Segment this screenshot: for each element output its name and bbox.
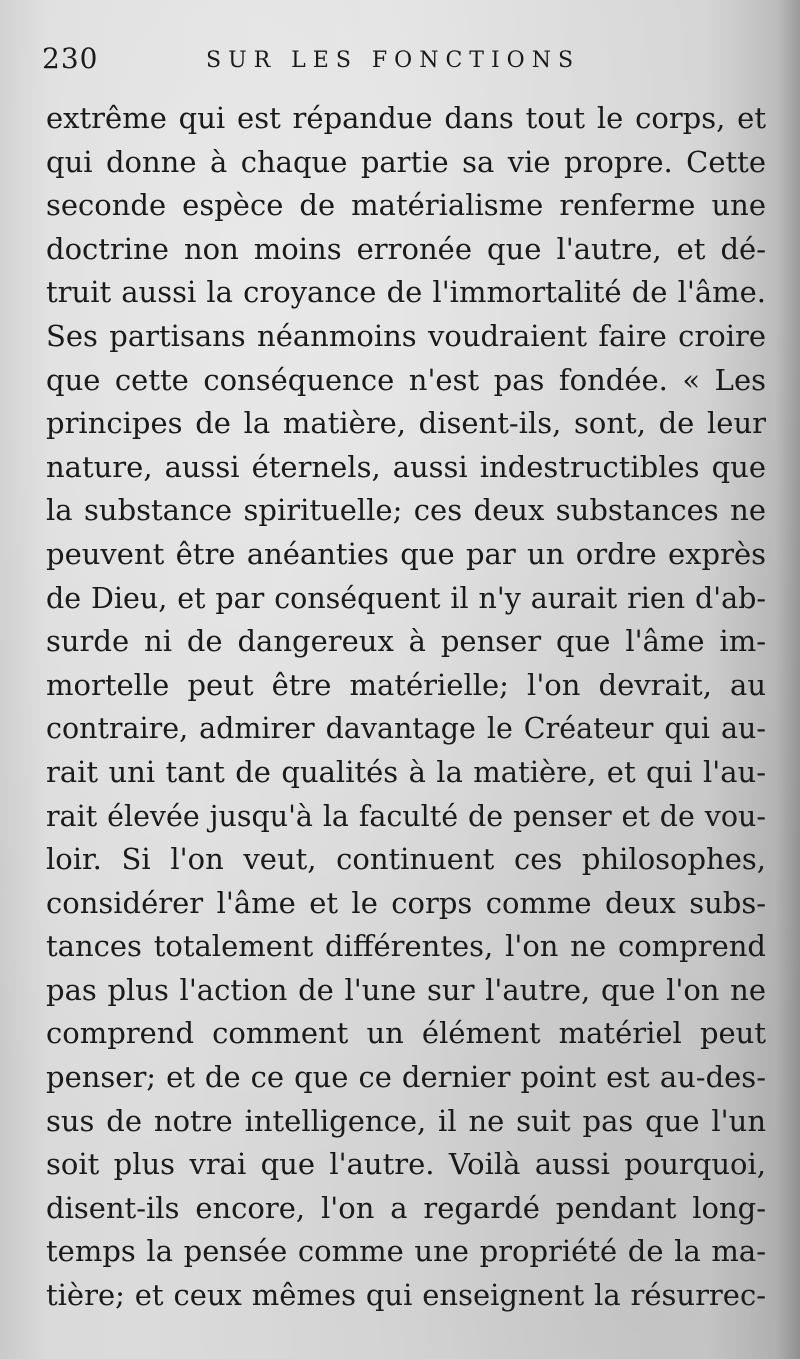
text-line: rait élevée jusqu'à la faculté de penser et de vou- xyxy=(46,799,766,833)
text-line: considérer l'âme et le corps comme deux subs- xyxy=(46,885,766,920)
text-line: la substance spirituelle; ces deux substances ne xyxy=(46,493,766,528)
text-line: sus de notre intelligence, il ne suit pas que l'un xyxy=(46,1103,766,1138)
text-line: disent-ils encore, l'on a regardé pendant long- xyxy=(46,1190,766,1225)
page-header xyxy=(38,38,778,84)
running-head: SUR LES FONCTIONS xyxy=(206,48,581,73)
text-line: contraire, admirer davantage le Créateur qui au- xyxy=(46,712,766,746)
body-text xyxy=(46,97,766,1318)
text-line: surde ni de dangereux à penser que l'âme im- xyxy=(46,624,766,659)
text-line: rait uni tant de qualités à la matière, et qui l'au- xyxy=(46,754,766,789)
text-line: tances totalement différentes, l'on ne comprend xyxy=(46,929,766,964)
text-line: pas plus l'action de l'une sur l'autre, que l'on ne xyxy=(46,972,766,1007)
text-line: loir. Si l'on veut, continuent ces philosophes, xyxy=(46,842,766,877)
text-line: temps la pensée comme une propriété de la ma- xyxy=(46,1234,766,1269)
text-line: comprend comment un élément matériel peut xyxy=(46,1016,766,1051)
text-line: extrême qui est répandue dans tout le corps, et xyxy=(46,101,766,135)
text-line: qui donne à chaque partie sa vie propre. Cette xyxy=(46,144,766,179)
text-line: peuvent être anéanties que par un ordre exprès xyxy=(46,536,766,571)
text-line: mortelle peut être matérielle; l'on devrait, au xyxy=(46,667,766,702)
text-line: soit plus vrai que l'autre. Voilà aussi pourquoi, xyxy=(46,1147,766,1182)
text-line: doctrine non moins erronée que l'autre, et dé- xyxy=(46,231,766,266)
text-line: que cette conséquence n'est pas fondée. « Les xyxy=(46,362,766,397)
text-line: nature, aussi éternels, aussi indestructibles que xyxy=(46,449,766,484)
text-line: seconde espèce de matérialisme renferme une xyxy=(46,188,766,223)
page-number: 230 xyxy=(42,42,99,75)
text-line: tière; et ceux mêmes qui enseignent la résurrec- xyxy=(46,1278,766,1313)
text-line: penser; et de ce que ce dernier point est au-des- xyxy=(46,1060,766,1095)
text-line: principes de la matière, disent-ils, sont, de leur xyxy=(46,406,766,441)
text-line: de Dieu, et par conséquent il n'y aurait rien d'ab- xyxy=(46,581,766,615)
text-line: Ses partisans néanmoins voudraient faire croire xyxy=(46,318,766,353)
text-line: truit aussi la croyance de l'immortalité de l'âme. xyxy=(46,275,766,310)
